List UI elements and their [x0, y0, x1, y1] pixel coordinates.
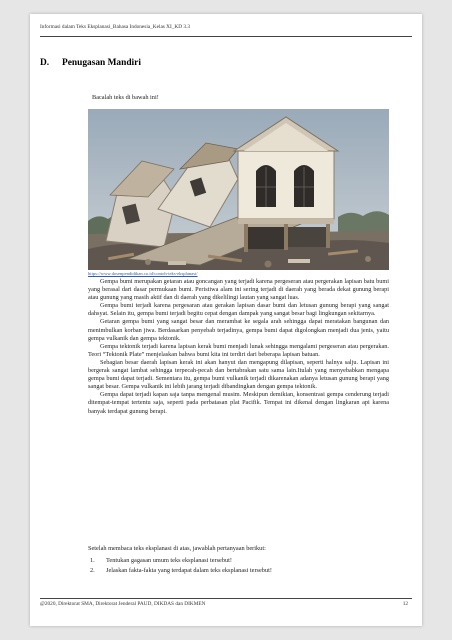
section-number: D. — [40, 58, 50, 68]
explanation-text — [88, 278, 389, 416]
paragraph: Sebagian besar daerah lapisan kerak ini akan hanyut dan mengapung dilapisan, seperti halnya salju. Lapisan ini bergerak sangat lambat sehingga terpecah-pecah dan bertabrakan satu sama lain.Itulah yang menyebabkan mengapa gempa bumi dapat terjadi. Sementara itu, gempa bumi vulkanik terjadi dikarenakan adanya letusan gunung berapi yang sangat besar. Gempa vulkanik ini lebih jarang terjadi dibandingkan dengan gempa tektonik. — [88, 358, 389, 391]
question-instruction: Setelah membaca teks eksplanasi di atas, jawablah pertanyaan berikut: — [88, 545, 266, 552]
paragraph: Gempa tektonik terjadi karena lapisan kerak bumi menjadi lunak sehingga mengalami pergeseran atau pergerakan. Teori “Tektonik Plate” menjelaskan bahwa bumi kita ini terdiri dari beberapa lapisan batuan. — [88, 342, 389, 358]
section-heading — [40, 58, 141, 68]
question-number: 2. — [90, 566, 95, 574]
page-number: 12 — [402, 601, 408, 607]
question-text: Tentukan gagasan umum teks eksplanasi tersebut! — [106, 557, 232, 564]
footer-divider — [40, 598, 412, 599]
paragraph: Getaran gempa bumi yang sangat besar dan merambat ke segala arah sehingga dapat meratakan bangunan dan menimbulkan korban jiwa. Berdasarkan penyebab terjadinya, gempa bumi dapat digolongkan menjadi dua jenis, yaitu gempa vulkanik dan gempa tektonik. — [88, 318, 389, 342]
paragraph: Gempa bumi terjadi karena pergesaran atau gerakan lapisan dasar bumi dan letusan gunung berapi yang sangat dahsyat. Selain itu, gempa bumi terjadi begitu cepat dengan dampak yang sangat besar bagi lingkungan sekitarnya. — [88, 302, 389, 318]
earthquake-damage-photo — [88, 109, 389, 270]
header-divider — [40, 36, 412, 37]
question-item — [88, 556, 272, 566]
paragraph: Gempa bumi merupakan getaran atau goncangan yang terjadi karena pergeseran atau pergerakan lapisan batu bumi yang berasal dari dasar permukaan bumi. Peristiwa alam ini sering terjadi di daerah yang berada dekat gunung berapi atau gunung yang masih aktif dan di daerah yang dikelilingi lautan yang sangat luas. — [88, 278, 389, 302]
footer-copyright: @2020, Direktorat SMA, Direktorat Jenderal PAUD, DIKDAS dan DIKMEN — [40, 601, 206, 607]
image-source-link[interactable]: https://www.dosenpendidikan.co.id/contoh-teks-eksplanasi/ — [88, 271, 198, 276]
running-header: Informasi dalam Teks Eksplanasi_Bahasa Indonesia_Kelas XI_KD 3.3 — [40, 24, 191, 30]
question-item — [88, 566, 272, 576]
document-page — [30, 14, 422, 626]
question-text: Jelaskan fakta-fakta yang terdapat dalam teks eksplanasi tersebut! — [106, 566, 272, 574]
question-list — [88, 556, 272, 575]
paragraph: Gempa dapat terjadi kapan saja tanpa mengenal musim. Meskipun demikian, konsentrasi gempa cenderung terjadi ditempat-tempat tertentu saja, seperti pada perbatasan plat Pacifik. Tempat ini dikenal dengan lingkaran api karena banyak terdapat gunung berapi. — [88, 391, 389, 415]
question-number: 1. — [90, 557, 95, 564]
earthquake-damage-illustration — [88, 109, 389, 270]
instruction-text: Bacalah teks di bawah ini! — [92, 94, 159, 101]
section-title: Penugasan Mandiri — [62, 58, 141, 68]
